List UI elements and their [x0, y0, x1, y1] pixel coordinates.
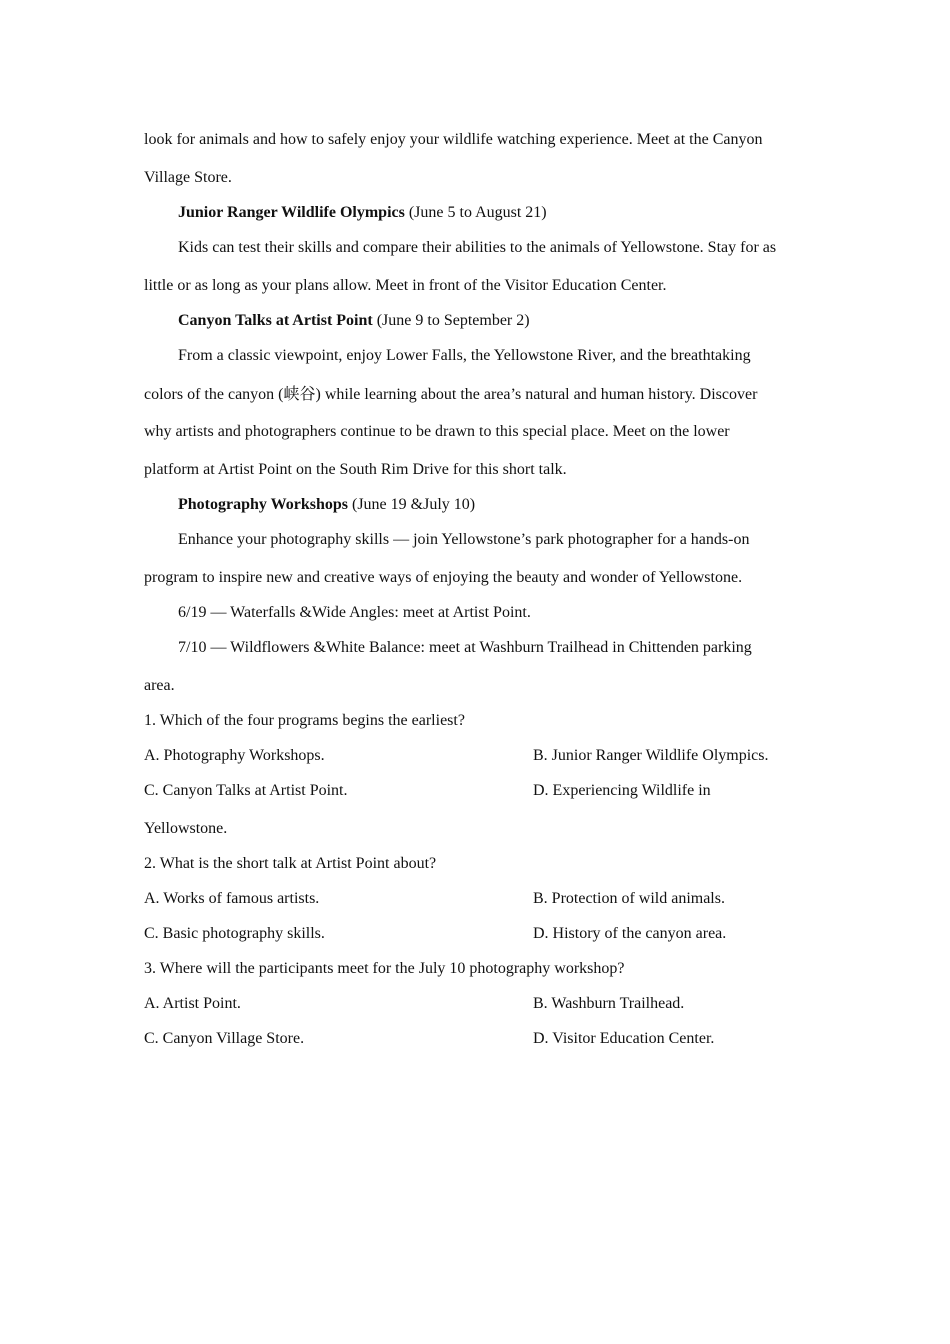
option-c: C. Canyon Talks at Artist Point. — [144, 782, 348, 799]
program-heading-junior-ranger — [178, 203, 547, 223]
program-title: Junior Ranger Wildlife Olympics — [178, 204, 405, 221]
program-title: Canyon Talks at Artist Point — [178, 312, 373, 329]
program-title: Photography Workshops — [178, 496, 348, 513]
option-d: D. Experiencing Wildlife in — [533, 782, 711, 799]
option-b: B. Protection of wild animals. — [533, 890, 725, 907]
program-text-line: 6/19 — Waterfalls &Wide Angles: meet at Artist Point. — [178, 604, 531, 621]
program-text-line: platform at Artist Point on the South Rim Drive for this short talk. — [144, 461, 567, 478]
option-c: C. Basic photography skills. — [144, 925, 325, 942]
option-b: B. Junior Ranger Wildlife Olympics. — [533, 747, 769, 764]
option-d-continued: Yellowstone. — [144, 820, 228, 837]
option-c: C. Canyon Village Store. — [144, 1030, 305, 1047]
program-text-line: Kids can test their skills and compare their abilities to the animals of Yellowstone. Stay for as — [178, 239, 777, 256]
program-text-line: colors of the canyon (峡谷) while learning about the area’s natural and human history. Discover — [144, 386, 758, 403]
intro-line-1: look for animals and how to safely enjoy your wildlife watching experience. Meet at the Canyon — [144, 131, 763, 148]
program-text-line: program to inspire new and creative ways of enjoying the beauty and wonder of Yellowstone. — [144, 569, 743, 586]
program-dates: (June 19 &July 10) — [347, 496, 476, 513]
question-stem: 2. What is the short talk at Artist Point about? — [144, 855, 437, 872]
option-a: A. Photography Workshops. — [144, 747, 325, 764]
program-text-line: why artists and photographers continue to be drawn to this special place. Meet on the lower — [144, 423, 730, 440]
option-d: D. History of the canyon area. — [533, 925, 727, 942]
program-text-line: From a classic viewpoint, enjoy Lower Falls, the Yellowstone River, and the breathtaking — [178, 347, 751, 364]
option-d: D. Visitor Education Center. — [533, 1030, 715, 1047]
option-a: A. Works of famous artists. — [144, 890, 320, 907]
program-text-line: 7/10 — Wildflowers &White Balance: meet at Washburn Trailhead in Chittenden parking — [178, 639, 752, 656]
program-text-line: little or as long as your plans allow. Meet in front of the Visitor Education Center. — [144, 277, 667, 294]
question-stem: 1. Which of the four programs begins the earliest? — [144, 712, 465, 729]
option-a: A. Artist Point. — [144, 995, 241, 1012]
program-dates: (June 5 to August 21) — [404, 204, 547, 221]
program-heading-canyon-talks — [178, 311, 530, 331]
program-text-line: Enhance your photography skills — join Yellowstone’s park photographer for a hands-on — [178, 531, 750, 548]
program-heading-photography — [178, 495, 475, 515]
program-dates: (June 9 to September 2) — [372, 312, 530, 329]
program-text-line: area. — [144, 677, 175, 694]
option-b: B. Washburn Trailhead. — [533, 995, 685, 1012]
question-stem: 3. Where will the participants meet for the July 10 photography workshop? — [144, 960, 625, 977]
intro-line-2: Village Store. — [144, 169, 232, 186]
